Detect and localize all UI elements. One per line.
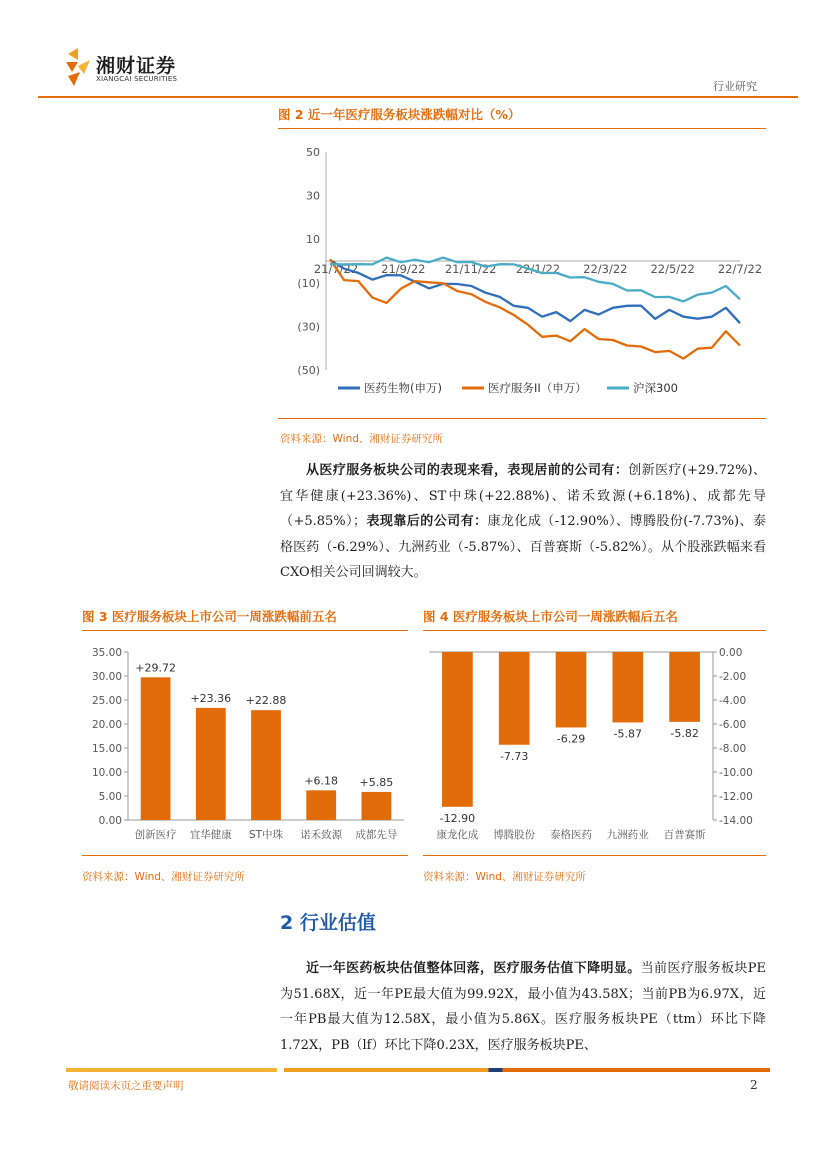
logo-name: 湘财证券 (96, 55, 177, 77)
valuation-text: 当前医疗服务板块PE为51.68X，近一年PE最大值为99.92X，最小值为43.58X；当前PB为6.97X，近一年PB最大值为12.58X，最小值为5.86X。医疗服务板块PE（ttm）环比下降1.72X，PB（lf）环比下降0.23X，医疗服务板块PE、 (280, 961, 766, 1053)
laggards-text: 康龙化成（-12.90%）、博腾股份(-7.73%)、泰格医药（-6.29%）、九洲药业（-5.87%）、百普赛斯（-5.82%）。从个股涨跌幅来看CXO相关公司回调较大。 (280, 514, 766, 580)
leaders-lead: 从医疗服务板块公司的表现来看，表现居前的公司有： (306, 463, 629, 478)
bar-2 (499, 652, 530, 745)
y-tick-label: -10.00 (719, 767, 753, 779)
category-label: 宜华健康 (189, 829, 232, 841)
bar-value-label: -5.87 (613, 727, 643, 741)
y-tick-label: -2.00 (719, 671, 747, 683)
category-label: 康龙化成 (436, 829, 479, 841)
figure2-source: 资料来源：Wind、湘财证券研究所 (280, 433, 443, 445)
y-tick-label: 15.00 (91, 743, 122, 755)
x-tick-label: 21/7/22 (313, 262, 359, 276)
footer-band (66, 1068, 770, 1072)
y-tick-label: 50 (306, 146, 320, 159)
category-label: 成都先导 (355, 829, 398, 841)
category-label: 九洲药业 (606, 829, 649, 841)
bar-value-label: +6.18 (304, 774, 339, 788)
figure4-bottom-rule (423, 855, 766, 856)
category-label: 创新医疗 (134, 829, 177, 841)
y-tick-label: 20.00 (91, 719, 122, 731)
figure4-title: 图 4 医疗服务板块上市公司一周涨跌幅后五名 (423, 609, 678, 624)
bar-2 (196, 708, 226, 820)
logo-subtitle: XIANGCAI SECURITIES (96, 75, 178, 83)
y-tick-label: 35.00 (91, 647, 122, 659)
figure3-top-rule (82, 630, 408, 631)
figure4-top-rule (423, 630, 766, 631)
legend-label-1: 医药生物(申万) (364, 381, 442, 395)
bar-value-label: -5.82 (670, 726, 699, 740)
y-tick-label: (50) (297, 364, 320, 377)
performance-paragraph (280, 458, 766, 586)
x-tick-label: 21/9/22 (381, 262, 426, 276)
bar-value-label: -12.90 (439, 811, 476, 825)
figure3-bar-chart (82, 634, 408, 852)
laggards-lead: 表现靠后的公司有： (366, 514, 488, 529)
bar-5 (361, 792, 391, 820)
figure3-source: 资料来源：Wind、湘财证券研究所 (82, 871, 245, 883)
bar-value-label: -7.73 (499, 749, 529, 763)
x-tick-label: 22/7/22 (717, 262, 763, 276)
bar-1 (141, 677, 171, 820)
bar-5 (669, 652, 700, 722)
y-tick-label: -12.00 (719, 791, 753, 803)
y-tick-label: (10) (297, 276, 320, 290)
bar-value-label: +5.85 (359, 775, 394, 789)
category-label: 百普赛斯 (663, 829, 706, 841)
bar-4 (306, 790, 336, 820)
report-category: 行业研究 (713, 80, 757, 93)
x-tick-label: 22/5/22 (650, 262, 695, 276)
logo (64, 48, 184, 88)
figure2-top-rule (278, 128, 766, 129)
y-tick-label: -6.00 (719, 719, 747, 731)
y-tick-label: 10 (306, 233, 320, 247)
category-label: 博腾股份 (493, 829, 536, 841)
figure3-bottom-rule (82, 855, 408, 856)
y-tick-label: 30 (306, 189, 320, 203)
y-tick-label: -8.00 (719, 743, 747, 755)
y-tick-label: -4.00 (719, 695, 747, 707)
bar-3 (556, 652, 587, 727)
y-tick-label: 5.00 (98, 791, 122, 803)
category-label: 诺禾致源 (300, 829, 343, 841)
bar-value-label: -6.29 (556, 732, 586, 746)
logo-mark-icon (64, 48, 92, 88)
x-tick-label: 21/11/22 (444, 262, 497, 276)
figure2-title: 图 2 近一年医疗服务板块涨跌幅对比（%） (278, 107, 521, 122)
y-tick-label: 0.00 (719, 647, 743, 659)
figure4-source: 资料来源：Wind、湘财证券研究所 (423, 871, 586, 883)
bar-1 (442, 652, 473, 807)
figure3-title: 图 3 医疗服务板块上市公司一周涨跌幅前五名 (82, 609, 337, 624)
y-tick-label: -14.00 (719, 815, 753, 827)
category-label: ST中珠 (248, 829, 284, 841)
header-rule (38, 96, 798, 98)
x-tick-label: 22/3/22 (583, 262, 628, 276)
y-tick-label: (30) (297, 320, 320, 334)
y-tick-label: 0.00 (98, 815, 122, 827)
bar-value-label: +22.88 (245, 694, 287, 708)
legend-label-2: 医疗服务II（申万） (488, 381, 587, 395)
bar-value-label: +23.36 (190, 691, 232, 705)
footer-disclaimer: 敬请阅读末页之重要声明 (68, 1080, 184, 1092)
figure2-bottom-rule (278, 418, 766, 419)
legend-label-3: 沪深300 (633, 381, 678, 395)
bar-4 (612, 652, 643, 722)
page-number: 2 (750, 1078, 758, 1092)
figure4-bar-chart (423, 634, 766, 852)
valuation-paragraph (280, 956, 766, 1060)
valuation-lead: 近一年医药板块估值整体回落，医疗服务估值下降明显。 (306, 961, 641, 976)
category-label: 泰格医药 (550, 829, 592, 841)
section-heading: 2 行业估值 (280, 912, 376, 934)
y-tick-label: 10.00 (91, 767, 122, 779)
y-tick-label: 30.00 (91, 671, 122, 683)
y-tick-label: 25.00 (91, 695, 122, 707)
bar-3 (251, 710, 281, 820)
x-tick-label: 22/1/22 (515, 262, 561, 276)
bar-value-label: +29.72 (135, 661, 176, 675)
figure2-line-chart (278, 130, 766, 415)
leaders-text: 创新医疗(+29.72%)、宜华健康(+23.36%)、ST中珠(+22.88%)、诺禾致源(+6.18%)、成都先导（+5.85%）； (280, 463, 766, 529)
